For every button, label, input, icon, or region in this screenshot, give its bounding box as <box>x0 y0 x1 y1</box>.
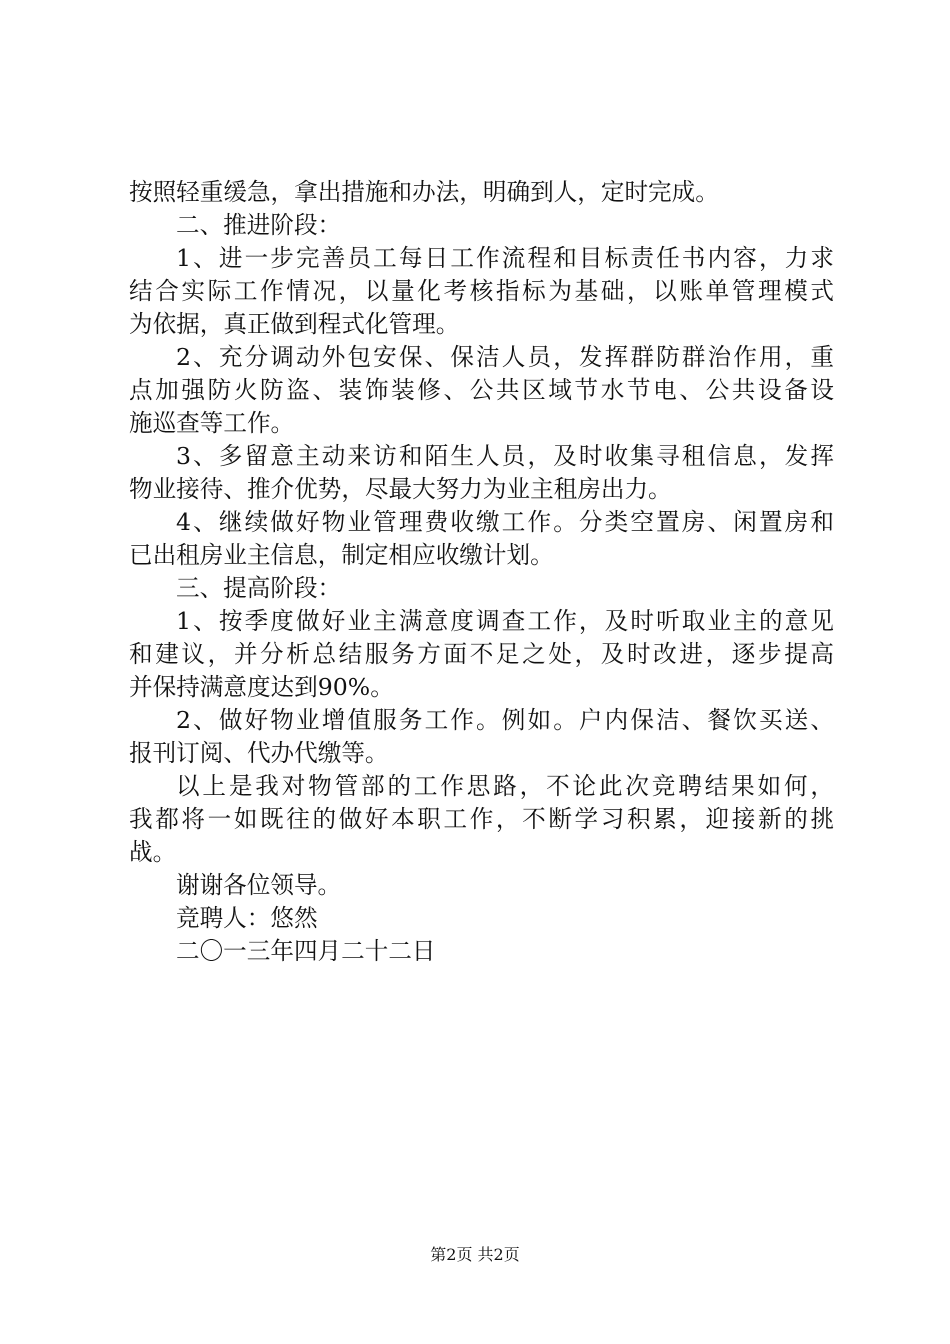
section-heading: 二、推进阶段： <box>176 211 342 239</box>
text-line: 战。 <box>129 838 177 866</box>
signature-line: 竞聘人：悠然 <box>176 904 318 932</box>
text-line: 按照轻重缓急，拿出措施和办法，明确到人，定时完成。 <box>129 178 719 206</box>
text-line: 1、按季度做好业主满意度调查工作，及时听取业主的意见 <box>176 607 834 635</box>
section-heading: 三、提高阶段： <box>176 574 342 602</box>
text-line: 施巡查等工作。 <box>129 409 295 437</box>
page-footer: 第2页 共2页 <box>430 1245 520 1264</box>
text-line: 已出租房业主信息，制定相应收缴计划。 <box>129 541 554 569</box>
text-line: 以上是我对物管部的工作思路，不论此次竞聘结果如何， <box>176 772 834 800</box>
text-line: 4、继续做好物业管理费收缴工作。分类空置房、闲置房和 <box>176 508 834 536</box>
text-line: 点加强防火防盗、装饰装修、公共区域节水节电、公共设备设 <box>129 376 834 404</box>
closing-thanks: 谢谢各位领导。 <box>176 871 342 899</box>
date-line: 二〇一三年四月二十二日 <box>176 937 436 965</box>
text-line: 3、多留意主动来访和陌生人员，及时收集寻租信息，发挥 <box>176 442 834 470</box>
text-line: 并保持满意度达到90%。 <box>129 673 394 701</box>
text-line: 和建议，并分析总结服务方面不足之处，及时改进，逐步提高 <box>129 640 834 668</box>
text-line: 我都将一如既往的做好本职工作，不断学习积累，迎接新的挑 <box>129 805 834 833</box>
text-line: 结合实际工作情况，以量化考核指标为基础，以账单管理模式 <box>129 277 834 305</box>
text-line: 2、充分调动外包安保、保洁人员，发挥群防群治作用，重 <box>176 343 834 371</box>
text-line: 1、进一步完善员工每日工作流程和目标责任书内容，力求 <box>176 244 834 272</box>
text-line: 报刊订阅、代办代缴等。 <box>129 739 389 767</box>
document-body <box>129 176 834 968</box>
text-line: 2、做好物业增值服务工作。例如。户内保洁、餐饮买送、 <box>176 706 834 734</box>
text-line: 物业接待、推介优势，尽最大努力为业主租房出力。 <box>129 475 672 503</box>
text-line: 为依据，真正做到程式化管理。 <box>129 310 460 338</box>
